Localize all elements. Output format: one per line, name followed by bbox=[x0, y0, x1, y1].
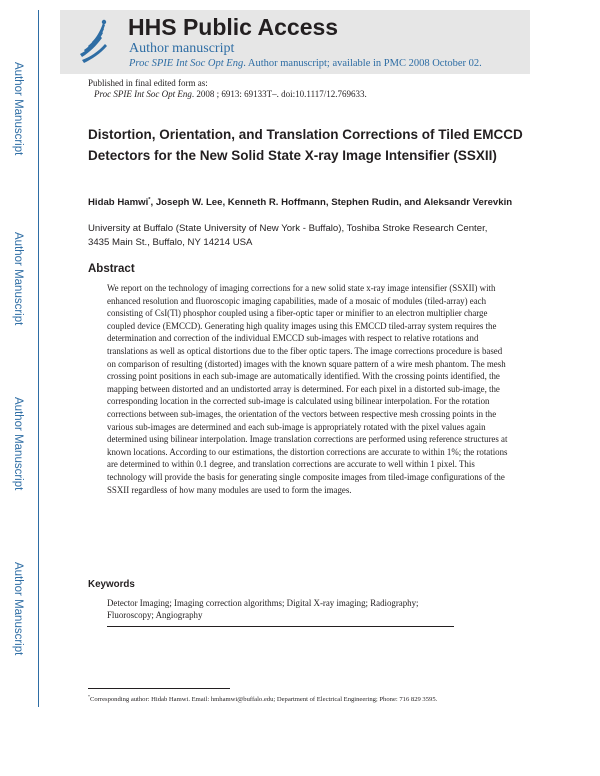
published-details: . 2008 ; 6913: 69133T–. doi:10.1117/12.769633. bbox=[191, 89, 367, 99]
hhs-eagle-logo-icon bbox=[74, 16, 112, 66]
keywords-text: Detector Imaging; Imaging correction algorithms; Digital X-ray imaging; Radiography; Fluoroscopy; Angiography bbox=[107, 598, 419, 620]
sidebar-rule bbox=[38, 10, 39, 707]
hhs-title: HHS Public Access bbox=[128, 14, 339, 40]
published-label: Published in final edited form as: bbox=[88, 78, 208, 88]
citation-journal[interactable]: Proc SPIE Int Soc Opt Eng bbox=[129, 58, 244, 69]
keywords-heading: Keywords bbox=[88, 579, 135, 590]
keywords-divider bbox=[107, 626, 454, 627]
published-citation bbox=[94, 89, 367, 99]
published-journal: Proc SPIE Int Soc Opt Eng bbox=[94, 89, 192, 99]
other-authors: , Joseph W. Lee, Kenneth R. Hoffmann, Stephen Rudin, and Aleksandr Verevkin bbox=[150, 197, 513, 208]
corresponding-author-mark[interactable]: * bbox=[148, 196, 151, 203]
footnote-divider bbox=[88, 688, 230, 689]
citation-availability: . Author manuscript; available in PMC 2008 October 02. bbox=[243, 58, 482, 69]
paper-title: Distortion, Orientation, and Translation Corrections of Tiled EMCCD Detectors for the New Solid State X-ray Image Intensifier (SSXII) bbox=[88, 127, 523, 163]
author-list bbox=[88, 197, 528, 210]
first-author: Hidab Hamwi bbox=[88, 197, 149, 208]
footnote bbox=[88, 693, 528, 703]
abstract-text: We report on the technology of imaging corrections for a new solid state x-ray image intensifier (SSXII) with enhanced resolution and fluoroscopic imaging capabilities, made of a mosaic of modules (tiled-array) each consisting of CsI(Tl) phosphor coupled using a fiber-optic taper or minifier to an electron multiplier charge coupled device (EMCCD). Generating high quality images using this EMCCD tiled-array system requires the determination and correction of the individual EMCCD sub-images with respect to relative rotations and translations as well as optical distortions due to the fiber optic tapers. The image corrections procedure is based on comparison of resulting (distorted) images with the known square pattern of a wire mesh phantom. The mesh crossing point positions in each sub-image are automatically identified. With the crossing points identified, the mapping between distorted and an undistorted array is determined. For each pixel in a distorted sub-image, the corresponding location in the corrected sub-image is calculated using bilinear interpolation. For the rotation corrections between sub-images, the orientation of the vectors between respective mesh crossing points in the various sub-images are determined and each sub-image is appropriately rotated with the pixel values again determined using bilinear interpolation. Image translation corrections are performed using reference structures at known locations. According to our estimations, the distortion corrections are accurate to within 1%; the rotations are determined to within 0.1 degree, and translation corrections are accurate to well within 1 pixel. This technology will provide the basis for generating single composite images from tiled-image configurations of the SSXII regardless of how many modules are used to form the images. bbox=[107, 283, 508, 495]
affiliation bbox=[88, 222, 528, 250]
manuscript-citation bbox=[129, 58, 482, 69]
abstract-heading: Abstract bbox=[88, 263, 135, 275]
author-manuscript-label: Author manuscript bbox=[129, 41, 235, 56]
affiliation-line-1: University at Buffalo (State University of New York - Buffalo), Toshiba Stroke Research Center, bbox=[88, 223, 488, 234]
affiliation-line-2: 3435 Main St., Buffalo, NY 14214 USA bbox=[88, 237, 253, 248]
footnote-text: Corresponding author: Hidab Hamwi. Email: hmhamwi@buffalo.edu; Department of Electrical Engineering; Phone: 716 829 3595. bbox=[89, 696, 438, 703]
footnote-mark: * bbox=[88, 693, 90, 699]
